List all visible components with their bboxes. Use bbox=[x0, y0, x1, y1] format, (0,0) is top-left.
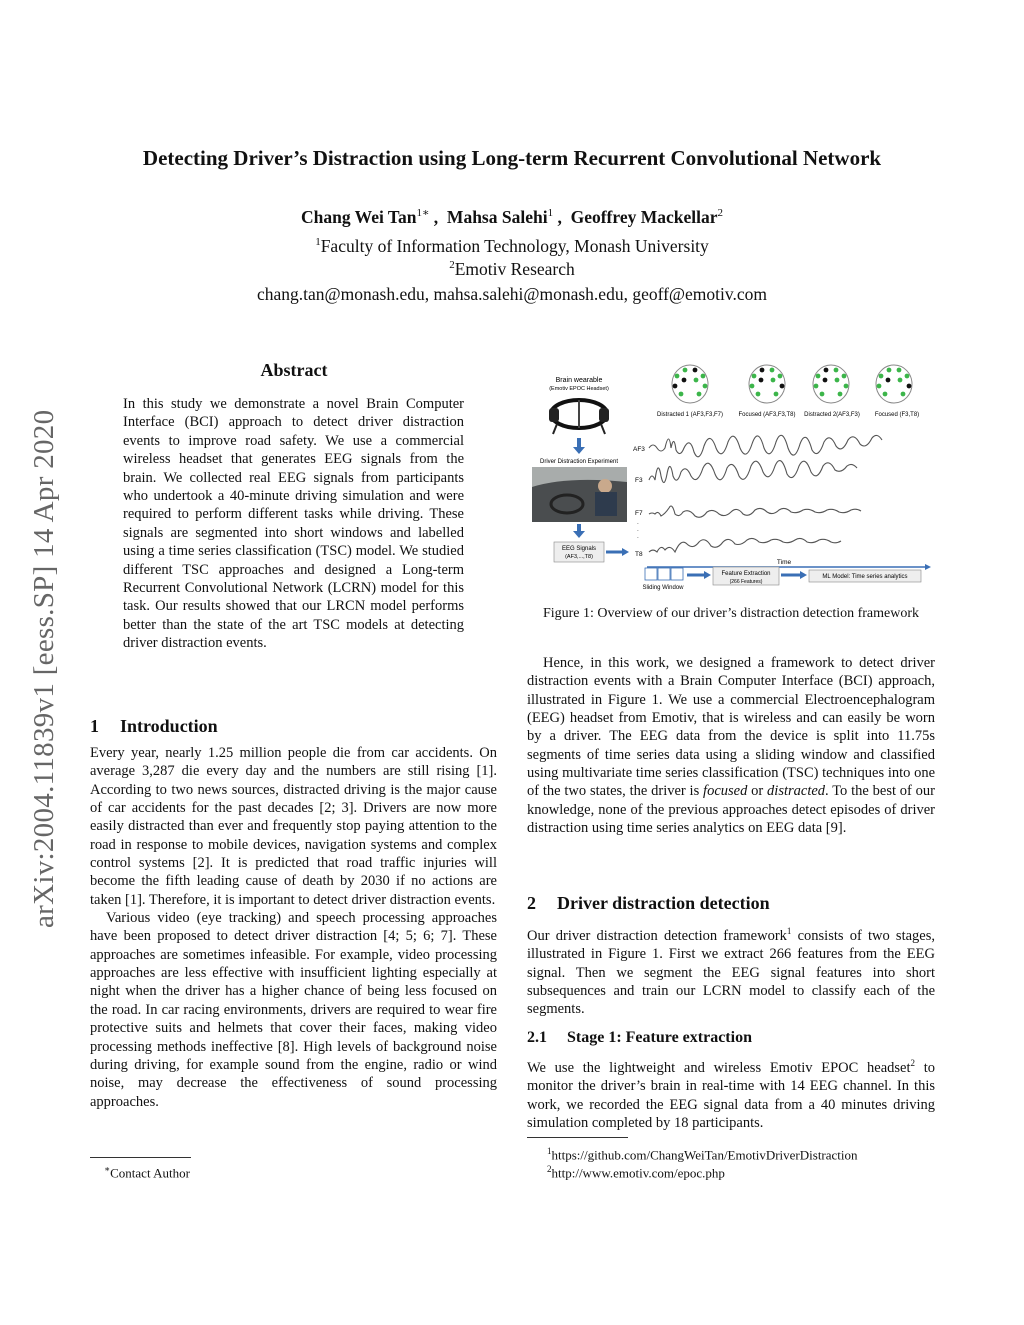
affil-text: Faculty of Information Technology, Monash University bbox=[320, 236, 709, 256]
fig-channel-label: T8 bbox=[635, 551, 643, 558]
arrow-right-icon bbox=[925, 564, 931, 570]
footnote-mark: 2 bbox=[547, 1164, 552, 1174]
eeg-wave-af3 bbox=[649, 435, 882, 457]
section-title: Stage 1: Feature extraction bbox=[567, 1029, 752, 1046]
arrow-right-icon bbox=[800, 571, 807, 579]
section-heading-introduction bbox=[90, 716, 218, 737]
head-map-4 bbox=[876, 365, 912, 403]
text-run: Our driver distraction detection framework bbox=[527, 927, 787, 944]
fig-label-headset: (Emotiv EPOC Headset) bbox=[549, 386, 609, 392]
fig-label-brain-wearable: Brain wearable bbox=[555, 377, 603, 384]
text-run: We use the lightweight and wireless Emotiv EPOC headset bbox=[527, 1059, 911, 1076]
head-map-2 bbox=[749, 365, 785, 403]
author-emails: chang.tan@monash.edu, mahsa.salehi@monash.edu, geoff@emotiv.com bbox=[256, 284, 768, 304]
paragraph bbox=[527, 654, 935, 837]
section2-body bbox=[527, 922, 935, 1019]
fig-channel-label: F7 bbox=[635, 510, 643, 517]
eeg-wave-f7 bbox=[649, 506, 861, 517]
head-map-3 bbox=[813, 365, 849, 403]
paragraph bbox=[527, 922, 935, 1019]
fig-state-label: Distracted 2(AF3,F3) bbox=[804, 412, 860, 418]
affil-sup: 1 bbox=[315, 236, 321, 249]
subsection-heading-feature-extraction bbox=[527, 1029, 752, 1047]
fig-time-label: Time bbox=[776, 559, 792, 566]
figure-1-framework bbox=[527, 364, 937, 594]
section-title: Driver distraction detection bbox=[557, 893, 770, 913]
section-number: 1 bbox=[90, 716, 99, 736]
fig-label-feature-sub: (266 Features) bbox=[729, 579, 763, 585]
text-run: consists of two stages, illustrated in Figure 1. First we extract 266 features from the EEG signal. Then we segment the EEG signal features into short subsequences and train our LCRN model to classify each of the segments. bbox=[527, 927, 935, 1018]
svg-text:.: . bbox=[637, 526, 639, 533]
author-list: Chang Wei Tan$^{1∗}$ , Mahsa Salehi$^1$ , Geoffrey Mackellar$^2$ bbox=[301, 206, 723, 227]
fig-label-sliding-window: Sliding Window bbox=[642, 585, 684, 591]
right-intro-body bbox=[527, 654, 935, 837]
emph-distracted: distracted bbox=[767, 783, 826, 800]
section-title: Introduction bbox=[120, 716, 218, 736]
fig-label-ml: ML Model: Time series analytics bbox=[822, 574, 908, 580]
author-name: Geoffrey Mackellar bbox=[570, 206, 718, 227]
arrow-right-icon bbox=[622, 548, 629, 556]
fig-channel-label: AF3 bbox=[633, 446, 645, 453]
footnote-ref: 2 bbox=[910, 1058, 915, 1068]
headset-icon bbox=[549, 400, 609, 434]
driver-photo bbox=[532, 467, 627, 522]
footnote-ref: 1 bbox=[786, 926, 792, 936]
section-number: 2.1 bbox=[527, 1029, 547, 1046]
paragraph: Every year, nearly 1.25 million people die from car accidents. On average 3,287 die every day and the numbers are still rising [1]. According to two news sources, distracted driving is the major cause of car accidents for the past decades [2; 3]. Drivers are now more easily distracted than ever and frequently stop paying attention to the road in response to mobile devices, navigation systems and complex control systems [2]. It is predicted that road traffic injuries will become the fifth leading cause of death by 2030 if no actions are taken [1]. Therefore, it is important to detect driver distraction events. bbox=[90, 745, 497, 908]
abstract-text: In this study we demonstrate a novel Brain Computer Interface (BCI) approach to detect driver distraction events to improve road safety. We use a commercial wireless headset that generates EEG signals from the brain. We collected real EEG signals from participants who undertook a 40-minute driving simulation and were required to perform different tasks while driving. These signals are segmented into short windows and labelled using a time series classification (TSC) model. We studied different TSC approaches and designed a Long-term Recurrent Convolutional Network (LCRN) model for this task. Our results showed that our LRCN model performs better than the state of the art TSC models at detecting driver distraction events. bbox=[123, 396, 464, 652]
footnote-mark: ∗ bbox=[104, 1164, 111, 1174]
eeg-wave-f3 bbox=[649, 461, 857, 483]
abstract-heading: Abstract bbox=[260, 360, 328, 380]
arrow-down-icon bbox=[573, 531, 585, 538]
figure-caption: Figure 1: Overview of our driver’s distraction detection framework bbox=[542, 606, 920, 621]
fig-state-label: Distracted 1 (AF3,F3,F7) bbox=[656, 412, 724, 418]
footnote-rule bbox=[90, 1157, 191, 1158]
arrow-right-icon bbox=[704, 571, 711, 579]
arrow-down-icon bbox=[573, 447, 585, 454]
paper-title: Detecting Driver’s Distraction using Long-term Recurrent Convolutional Network bbox=[142, 146, 882, 170]
author-sup: 1 bbox=[547, 207, 554, 219]
affiliation-1 bbox=[0, 236, 1024, 257]
svg-text:.: . bbox=[637, 519, 639, 526]
svg-text:.: . bbox=[637, 533, 639, 540]
head-map-1 bbox=[672, 365, 708, 403]
section21-body bbox=[527, 1054, 935, 1132]
fig-label-experiment: Driver Distraction Experiment bbox=[539, 459, 619, 465]
paragraph: Various video (eye tracking) and speech processing approaches have been proposed to detect driver distraction [4; 5; 6; 7]. These approaches are sometimes infeasible. For example, video processing approaches are less effective with insufficient lighting especially at night when the driver has a higher chance of being less focused on the road. In car racing environments, drivers are required to wear fire protective suits and helmets that cover their faces, making video processing methods ineffective [8]. High levels of background noise during driving, for example sound from the engine, radio or wind noise, may decrease the effectiveness of sound processing approaches. bbox=[90, 910, 497, 1110]
footnote-contact bbox=[104, 1161, 190, 1181]
author-name: Mahsa Salehi bbox=[446, 206, 548, 227]
footnote-2 bbox=[547, 1161, 725, 1181]
fig-state-label: Focused (AF3,F3,T8) bbox=[738, 412, 796, 418]
footnote-link[interactable]: https://github.com/ChangWeiTan/EmotivDriverDistraction bbox=[551, 1147, 858, 1163]
fig-channel-label: F3 bbox=[635, 477, 643, 484]
author-sup: 2 bbox=[717, 207, 723, 219]
footnote-link[interactable]: http://www.emotiv.com/epoc.php bbox=[551, 1165, 725, 1181]
footnote-text: Contact Author bbox=[110, 1165, 190, 1181]
affil-sup: 2 bbox=[449, 259, 455, 272]
section-number: 2 bbox=[527, 893, 536, 913]
eeg-wave-t8 bbox=[649, 538, 841, 552]
author-sup: 1∗ bbox=[416, 207, 430, 219]
text-run: to monitor the driver’s brain in real-time with 14 EEG channel. In this work, we recorded the EEG signal data from a 40 minutes driving simulation completed by 18 participants. bbox=[527, 1059, 935, 1131]
fig-state-label: Focused (F3,T8) bbox=[874, 412, 920, 418]
affiliation-2 bbox=[0, 259, 1024, 280]
fig-label-eeg-1: EEG Signals bbox=[561, 546, 597, 552]
paragraph bbox=[527, 1054, 935, 1132]
fig-label-eeg-2: (AF3,...,T8) bbox=[565, 554, 593, 560]
text-run: or bbox=[747, 783, 768, 800]
fig-label-feature: Feature Extraction bbox=[721, 571, 771, 577]
text-run: . To the best of our knowledge, none of the previous approaches detect episodes of driver distraction using time series analytics on EEG data [9]. bbox=[527, 783, 936, 837]
emph-focused: focused bbox=[703, 783, 748, 800]
affil-text: Emotiv Research bbox=[454, 259, 575, 279]
footnote-mark: 1 bbox=[547, 1146, 552, 1156]
introduction-body bbox=[90, 744, 497, 1111]
sliding-window-boxes bbox=[645, 568, 683, 580]
text-run: Hence, in this work, we designed a framework to detect driver distraction events with a Brain Computer Interface (BCI) approach, illustrated in Figure 1. We use a commercial Electroencephalogram (EEG) headset from Emotiv, that is wireless and can easily be worn by a driver. The EEG data from the device is split into 11.75s segments of time series data using a sliding window and classified using multivariate time series classification (TSC) techniques into one of the two states, the driver is bbox=[527, 655, 935, 800]
arxiv-stamp: arXiv:2004.11839v1 [eess.SP] 14 Apr 2020 bbox=[28, 409, 60, 928]
section-heading-detection bbox=[527, 893, 770, 914]
author-name: Chang Wei Tan bbox=[301, 206, 417, 227]
footnote-rule bbox=[527, 1137, 628, 1138]
